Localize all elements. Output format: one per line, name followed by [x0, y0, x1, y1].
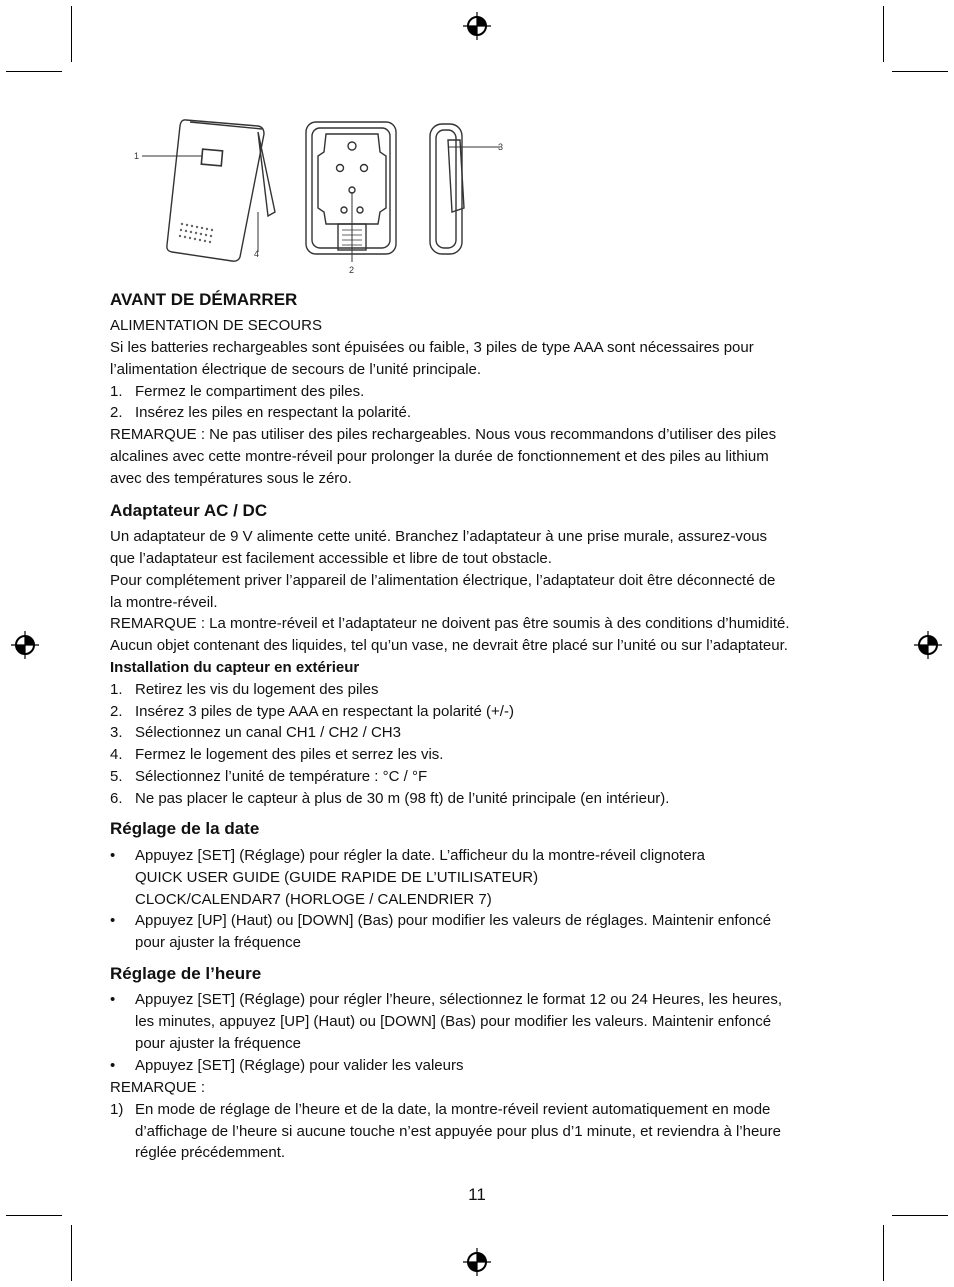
- note-label: REMARQUE :: [110, 1079, 206, 1096]
- callout-label: 2: [349, 265, 355, 275]
- callout-label: 3: [498, 142, 504, 152]
- registration-mark-icon: [913, 630, 943, 660]
- registration-mark-icon: [462, 11, 492, 41]
- bullet-icon: •: [110, 991, 116, 1008]
- paragraph-line: que l’adaptateur est facilement accessible et libre de tout obstacle.: [110, 550, 552, 567]
- crop-mark: [71, 1225, 72, 1281]
- crop-mark: [892, 71, 948, 72]
- list-number: 4.: [110, 746, 123, 763]
- bullet-text: Appuyez [SET] (Réglage) pour régler l’heure, sélectionnez le format 12 ou 24 Heures, les heures,: [135, 991, 783, 1008]
- paragraph-line: REMARQUE : La montre-réveil et l’adaptateur ne doivent pas être soumis à des conditions d’humidité.: [110, 615, 790, 632]
- bullet-text: Appuyez [SET] (Réglage) pour valider les valeurs: [135, 1057, 464, 1074]
- sensor-back-drawing: [306, 122, 396, 254]
- note-text: d’affichage de l’heure si aucune touche n’est appuyée pour plus d’1 minute, et reviendra à l’heure: [135, 1123, 781, 1140]
- section-title-avant: AVANT DE DÉMARRER: [110, 290, 298, 309]
- list-number: 2.: [110, 404, 123, 421]
- section-title-date: Réglage de la date: [110, 819, 260, 838]
- bullet-text: les minutes, appuyez [UP] (Haut) ou [DOWN] (Bas) pour modifier les valeurs. Maintenir enfoncé: [135, 1013, 772, 1030]
- bullet-icon: •: [110, 847, 116, 864]
- paragraph-line: Si les batteries rechargeables sont épuisées ou faible, 3 piles de type AAA sont nécessaires pour: [110, 339, 754, 356]
- list-number: 2.: [110, 703, 123, 720]
- crop-mark: [71, 6, 72, 62]
- bullet-icon: •: [110, 912, 116, 929]
- note-line: avec des températures sous le zéro.: [110, 470, 352, 487]
- callout-label: 4: [254, 249, 260, 259]
- list-text: Fermez le logement des piles et serrez les vis.: [135, 746, 444, 763]
- list-number: 6.: [110, 790, 123, 807]
- registration-mark-icon: [10, 630, 40, 660]
- bullet-text: Appuyez [SET] (Réglage) pour régler la date. L’afficheur du la montre-réveil clignotera: [135, 847, 706, 864]
- list-number: 1.: [110, 383, 123, 400]
- crop-mark: [883, 1225, 884, 1281]
- note-text: En mode de réglage de l’heure et de la date, la montre-réveil revient automatiquement en mode: [135, 1101, 771, 1118]
- crop-mark: [883, 6, 884, 62]
- list-text: Retirez les vis du logement des piles: [135, 681, 379, 698]
- bullet-icon: •: [110, 1057, 116, 1074]
- callout-label: 1: [134, 151, 140, 161]
- section-title-installation: Installation du capteur en extérieur: [110, 659, 360, 676]
- list-text: Insérez 3 piles de type AAA en respectant la polarité (+/-): [135, 703, 514, 720]
- crop-mark: [6, 71, 62, 72]
- note-text: réglée précédemment.: [135, 1144, 286, 1161]
- paragraph-line: l’alimentation électrique de secours de l’unité principale.: [110, 361, 482, 378]
- bullet-text: pour ajuster la fréquence: [135, 1035, 301, 1052]
- note-line: alcalines avec cette montre-réveil pour prolonger la durée de fonctionnement et des piles au lithium: [110, 448, 769, 465]
- main-unit-drawing: [167, 120, 275, 261]
- paragraph-line: Aucun objet contenant des liquides, tel qu’un vase, ne devrait être placé sur l’unité ou sur l’adaptateur.: [110, 637, 788, 654]
- crop-mark: [892, 1215, 948, 1216]
- bullet-text: Appuyez [UP] (Haut) ou [DOWN] (Bas) pour modifier les valeurs de réglages. Maintenir enfoncé: [135, 912, 772, 929]
- note-line: REMARQUE : Ne pas utiliser des piles rechargeables. Nous vous recommandons d’utiliser des piles: [110, 426, 777, 443]
- list-number: 3.: [110, 724, 123, 741]
- bullet-text: QUICK USER GUIDE (GUIDE RAPIDE DE L’UTILISATEUR): [135, 869, 539, 886]
- registration-mark-icon: [462, 1247, 492, 1277]
- sensor-side-drawing: [430, 124, 464, 254]
- paragraph-line: Pour complétement priver l’appareil de l’alimentation électrique, l’adaptateur doit être déconnecté de: [110, 572, 776, 589]
- crop-mark: [6, 1215, 62, 1216]
- bullet-text: CLOCK/CALENDAR7 (HORLOGE / CALENDRIER 7): [135, 891, 492, 908]
- section-title-adaptateur: Adaptateur AC / DC: [110, 501, 268, 520]
- bullet-text: pour ajuster la fréquence: [135, 934, 301, 951]
- list-text: Ne pas placer le capteur à plus de 30 m (98 ft) de l’unité principale (en intérieur).: [135, 790, 670, 807]
- product-illustration: [130, 112, 510, 282]
- paragraph-line: Un adaptateur de 9 V alimente cette unité. Branchez l’adaptateur à une prise murale, assurez-vous: [110, 528, 768, 545]
- list-text: Insérez les piles en respectant la polarité.: [135, 404, 411, 421]
- page-number: 11: [468, 1185, 486, 1204]
- note-number: 1): [110, 1101, 124, 1118]
- list-text: Fermez le compartiment des piles.: [135, 383, 365, 400]
- section-title-heure: Réglage de l’heure: [110, 964, 262, 983]
- paragraph-line: la montre-réveil.: [110, 594, 218, 611]
- list-text: Sélectionnez un canal CH1 / CH2 / CH3: [135, 724, 401, 741]
- subtitle-alimentation: ALIMENTATION DE SECOURS: [110, 317, 322, 334]
- list-number: 5.: [110, 768, 123, 785]
- list-number: 1.: [110, 681, 123, 698]
- list-text: Sélectionnez l’unité de température : °C / °F: [135, 768, 428, 785]
